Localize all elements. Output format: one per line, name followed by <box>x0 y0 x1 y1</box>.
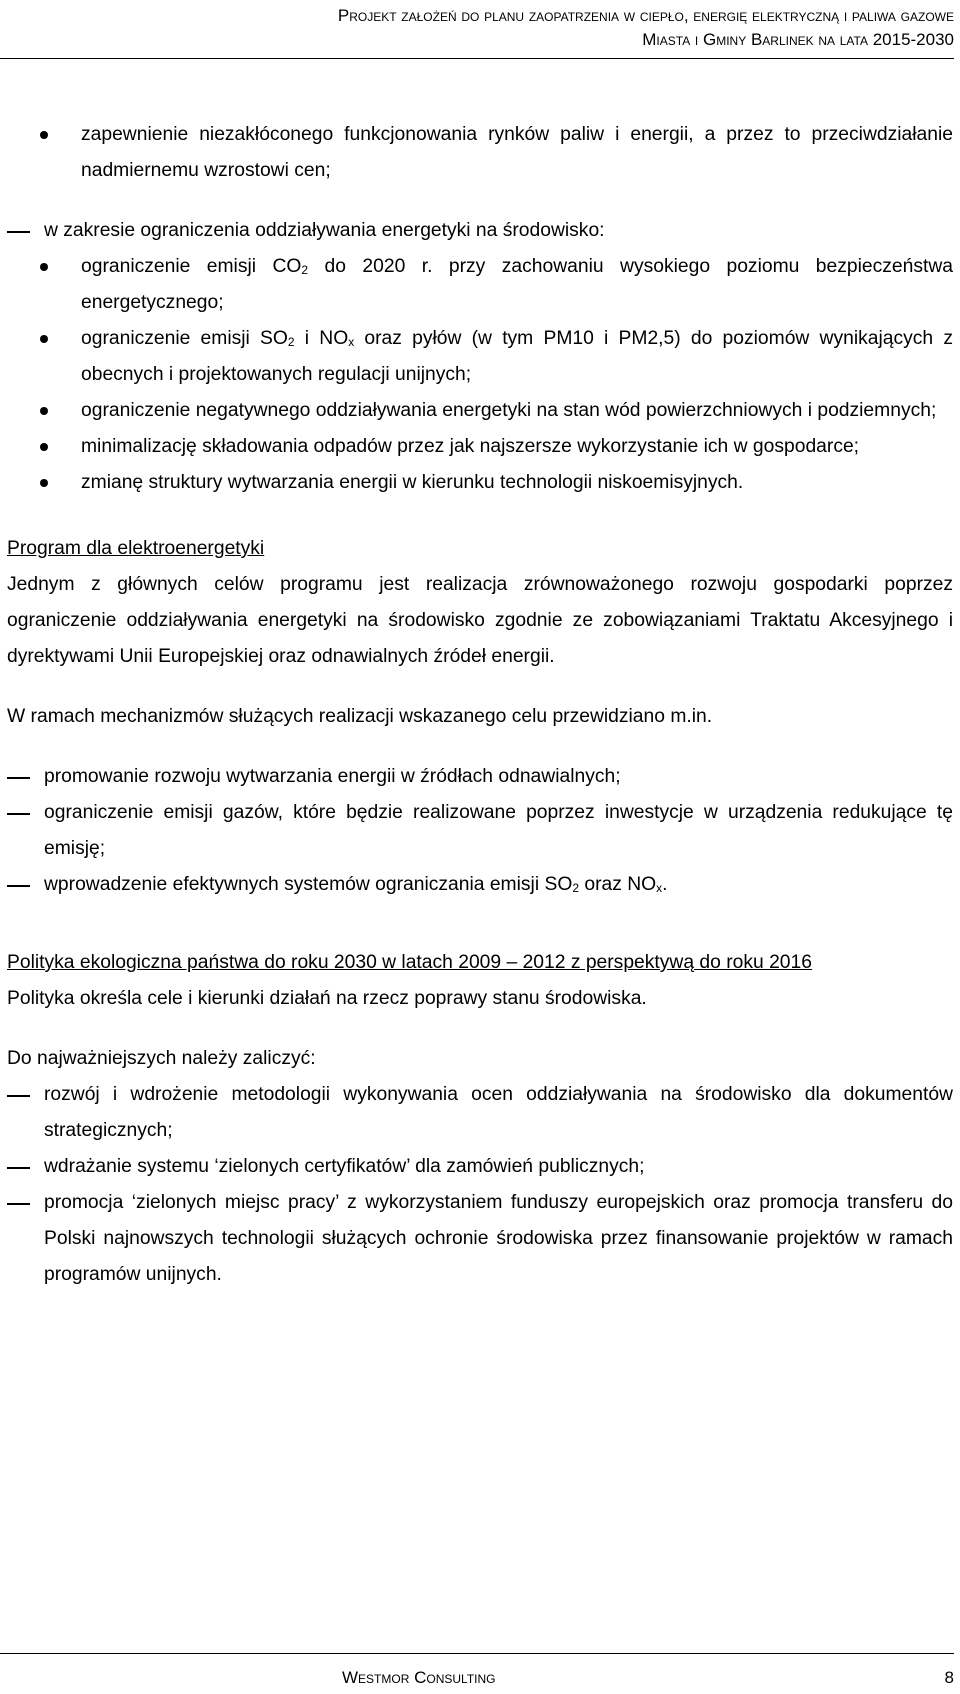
bullet-item: ograniczenie emisji $SO_2$ i $NO_x$ oraz pyłów (w tym PM10 i PM2,5) do poziomów wynikających z obecnych i projektowanych regulacji unijnych; <box>7 321 953 393</box>
bullet-item: ograniczenie negatywnego oddziaływania energetyki na stan wód powierzchniowych i podziemnych; <box>7 393 953 429</box>
header-line-2: Miasta i Gminy Barlinek na lata 2015-2030 <box>642 30 954 49</box>
dash-item: promocja ‘zielonych miejsc pracy’ z wykorzystaniem funduszy europejskich oraz promocja transferu do Polski najnowszych technologii służących ochronie środowiska przez finansowanie projektów w ramach programów unijnych. <box>7 1185 953 1293</box>
company-name: Westmor Consulting <box>342 1668 496 1687</box>
paragraph: W ramach mechanizmów służących realizacji wskazanego celu przewidziano m.in. <box>7 706 713 727</box>
bullet-item: ograniczenie emisji $CO_2$ do 2020 r. przy zachowaniu wysokiego poziomu bezpieczeństwa energetycznego; <box>7 249 953 321</box>
section-heading: Program dla elektroenergetyki <box>7 538 265 559</box>
dash-item: w zakresie ograniczenia oddziaływania energetyki na środowisko: <box>7 213 953 249</box>
page-number: 8 <box>944 1668 954 1687</box>
document-body <box>7 117 953 1293</box>
dash-item: wprowadzenie efektywnych systemów ograniczania emisji $SO_2$ oraz $NO_x$. <box>7 867 953 903</box>
dash-item: promowanie rozwoju wytwarzania energii w źródłach odnawialnych; <box>7 759 953 795</box>
paragraph: Do najważniejszych należy zaliczyć: <box>7 1048 316 1069</box>
bullet-item: minimalizację składowania odpadów przez jak najszersze wykorzystanie ich w gospodarce; <box>7 429 953 465</box>
bullet-item: zapewnienie niezakłóconego funkcjonowania rynków paliw i energii, a przez to przeciwdziałanie nadmiernemu wzrostowi cen; <box>7 117 953 189</box>
page-footer <box>0 1653 954 1694</box>
dash-item: rozwój i wdrożenie metodologii wykonywania ocen oddziaływania na środowisko dla dokumentów strategicznych; <box>7 1077 953 1149</box>
page-header <box>0 4 954 59</box>
dash-item: wdrażanie systemu ‘zielonych certyfikatów’ dla zamówień publicznych; <box>7 1149 953 1185</box>
bullet-item: zmianę struktury wytwarzania energii w kierunku technologii niskoemisyjnych. <box>7 465 953 501</box>
paragraph: Jednym z głównych celów programu jest realizacja zrównoważonego rozwoju gospodarki poprzez ograniczenie oddziaływania energetyki na środowisko zgodnie ze zobowiązaniami Traktatu Akcesyjnego i dyrektywami Unii Europejskiej oraz odnawialnych źródeł energii. <box>7 574 953 667</box>
header-line-1: Projekt założeń do planu zaopatrzenia w ciepło, energię elektryczną i paliwa gazowe <box>337 6 954 25</box>
dash-item: ograniczenie emisji gazów, które będzie realizowane poprzez inwestycje w urządzenia redukujące tę emisję; <box>7 795 953 867</box>
paragraph: Polityka określa cele i kierunki działań na rzecz poprawy stanu środowiska. <box>7 988 647 1009</box>
section-heading: Polityka ekologiczna państwa do roku 2030 w latach 2009 – 2012 z perspektywą do roku 2016 <box>7 952 812 973</box>
